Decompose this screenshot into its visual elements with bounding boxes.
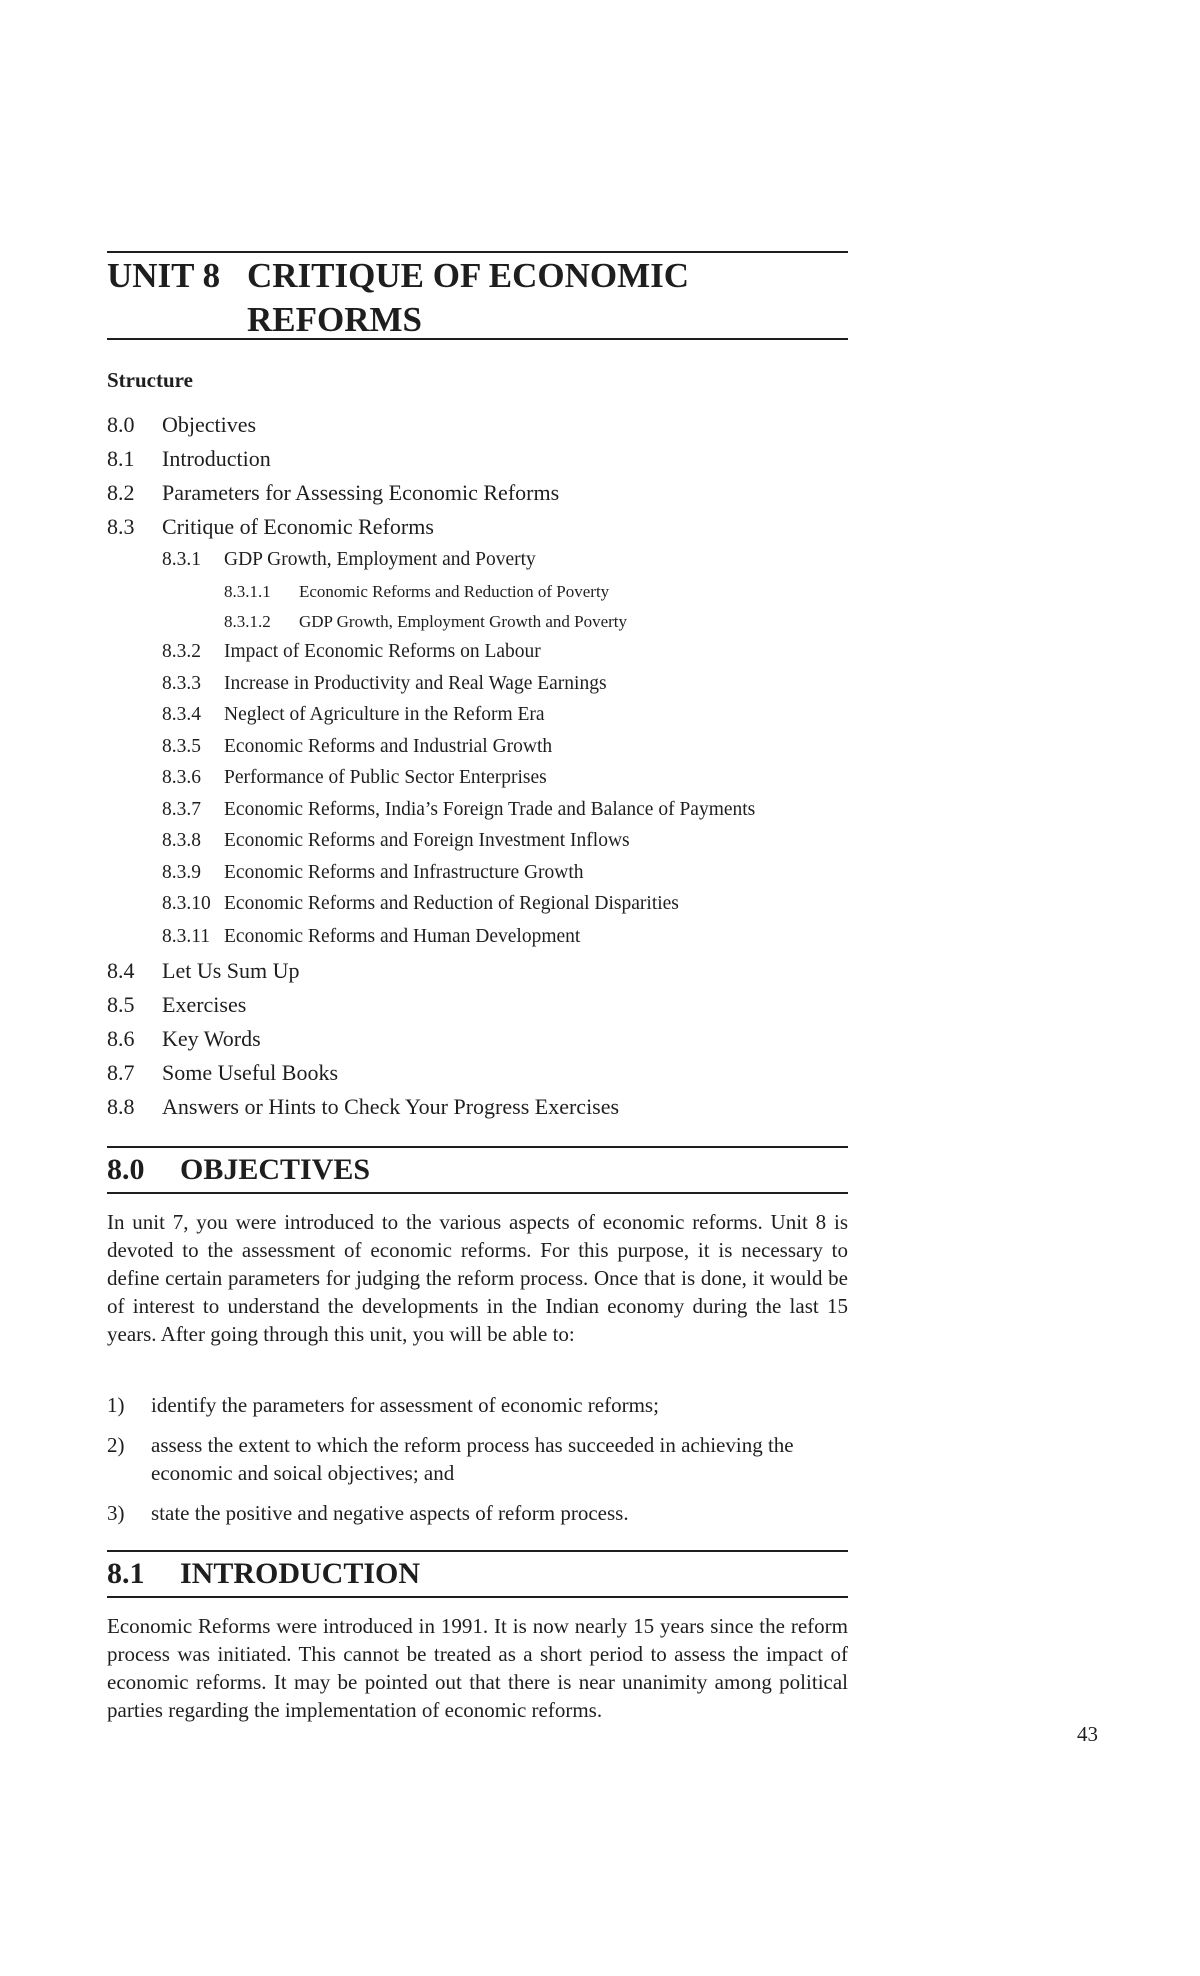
title-top-rule [107,251,848,253]
toc-entry-title: Economic Reforms and Industrial Growth [224,736,553,757]
toc-entry-number: 8.1 [107,446,135,471]
objective-text: assess the extent to which the reform process has succeeded in achieving the economic and soical objectives; and [151,1433,794,1485]
toc-entry-title: Economic Reforms and Human Development [224,926,581,947]
toc-entry-number: 8.3.11 [162,926,211,947]
toc-entry-title: Critique of Economic Reforms [162,514,434,539]
toc-entry-title: Economic Reforms, India’s Foreign Trade and Balance of Payments [224,799,756,820]
toc-entry-title: Economic Reforms and Foreign Investment Inflows [224,830,630,851]
toc-entry-number: 8.3.7 [162,799,201,820]
toc-entry-number: 8.3.4 [162,704,201,725]
title-bottom-rule [107,338,848,340]
unit-title-line-2: REFORMS [247,300,422,339]
objectives-top-rule [107,1146,848,1148]
toc-entry-number: 8.0 [107,412,135,437]
toc-entry-number: 8.3.3 [162,673,201,694]
toc-entry-title: Key Words [162,1026,261,1051]
toc-entry-number: 8.3.1 [162,549,201,570]
objective-number: 1) [107,1393,125,1417]
toc-entry-title: Some Useful Books [162,1060,338,1085]
toc-entry-number: 8.2 [107,480,135,505]
toc-entry-title: Neglect of Agriculture in the Reform Era [224,704,545,725]
toc-entry-title: Increase in Productivity and Real Wage Earnings [224,673,607,694]
objectives-bottom-rule [107,1192,848,1194]
toc-entry-number: 8.4 [107,958,135,983]
objective-text: identify the parameters for assessment of economic reforms; [151,1393,659,1417]
objective-text: state the positive and negative aspects of reform process. [151,1501,629,1525]
section-number: 8.0 [107,1153,145,1186]
toc-entry-number: 8.3 [107,514,135,539]
toc-entry-title: GDP Growth, Employment Growth and Poverty [299,612,628,631]
unit-number: UNIT 8 [107,256,221,295]
toc-entry-number: 8.6 [107,1026,135,1051]
toc-entry-number: 8.3.5 [162,736,201,757]
toc-entry-title: Impact of Economic Reforms on Labour [224,641,541,662]
toc-entry-number: 8.3.9 [162,862,201,883]
structure-heading: Structure [107,368,193,392]
toc-entry-number: 8.3.6 [162,767,201,788]
section-number: 8.1 [107,1557,145,1590]
unit-title-line-1: CRITIQUE OF ECONOMIC [247,256,690,295]
toc-entry-number: 8.3.1.2 [224,612,271,631]
page-number: 43 [1077,1722,1098,1746]
section-title: INTRODUCTION [180,1557,421,1590]
toc-entry-number: 8.3.1.1 [224,582,271,601]
toc-entry-title: Economic Reforms and Reduction of Regional Disparities [224,893,679,914]
toc-entry-title: Objectives [162,412,257,437]
document-page [107,0,848,1976]
introduction-paragraph: Economic Reforms were introduced in 1991. It is now nearly 15 years since the reform process was initiated. This cannot be treated as a short period to assess the impact of economic reforms. It may be pointed out that there is near unanimity among political parties regarding the implementation of economic reforms. [107,1614,848,1722]
toc-entry-title: Exercises [162,992,247,1017]
toc-entry-number: 8.7 [107,1060,135,1085]
toc-entry-number: 8.3.2 [162,641,201,662]
section-title: OBJECTIVES [180,1153,371,1186]
introduction-bottom-rule [107,1596,848,1598]
objectives-intro-paragraph: In unit 7, you were introduced to the various aspects of economic reforms. Unit 8 is devoted to the assessment of economic reforms. For this purpose, it is necessary to define certain parameters for judging the reform process. Once that is done, it would be of interest to understand the developments in the Indian economy during the last 15 years. After going through this unit, you will be able to: [107,1210,848,1346]
toc-entry-title: Let Us Sum Up [162,958,300,983]
toc-entry-title: Performance of Public Sector Enterprises [224,767,547,788]
toc-entry-title: Parameters for Assessing Economic Reforms [162,480,560,505]
toc-entry-title: Economic Reforms and Infrastructure Growth [224,862,584,883]
toc-entry-title: GDP Growth, Employment and Poverty [224,549,536,570]
toc-entry-number: 8.3.10 [162,893,211,914]
toc-entry-number: 8.3.8 [162,830,201,851]
toc-entry-number: 8.8 [107,1094,135,1119]
objective-number: 3) [107,1501,125,1525]
introduction-top-rule [107,1550,848,1552]
toc-entry-title: Introduction [162,446,271,471]
toc-entry-title: Answers or Hints to Check Your Progress Exercises [162,1094,620,1119]
objective-number: 2) [107,1433,125,1457]
toc-entry-title: Economic Reforms and Reduction of Poverty [299,582,610,601]
toc-entry-number: 8.5 [107,992,135,1017]
